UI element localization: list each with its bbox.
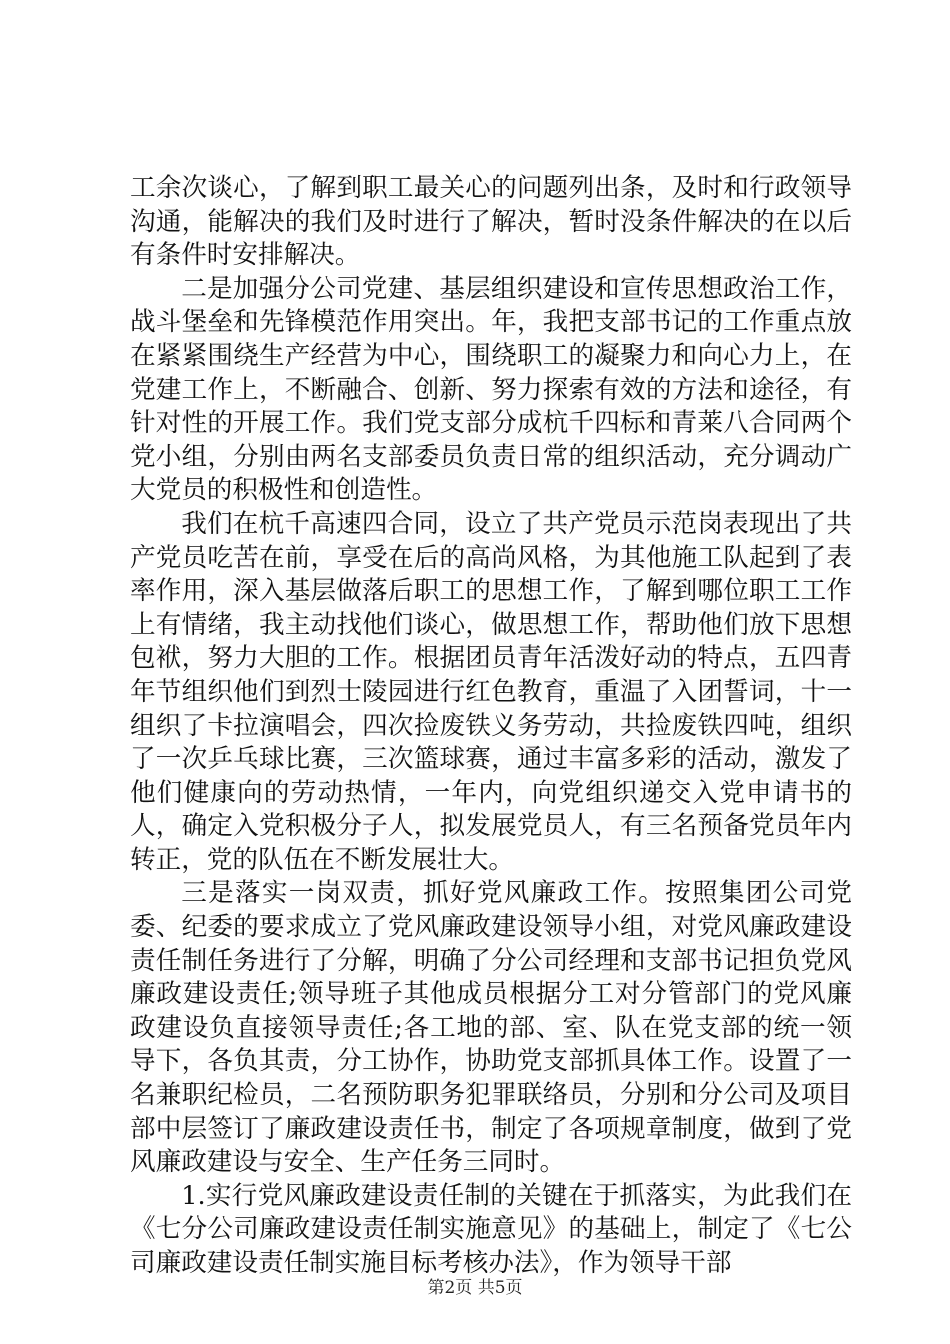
paragraph-4: 三是落实一岗双责，抓好党风廉政工作。按照集团公司党委、纪委的要求成立了党风廉政建设领导小组，对党风廉政建设责任制任务进行了分解，明确了分公司经理和支部书记担负党风廉政建设责任;领导班子其他成员根据分工对分管部门的党风廉政建设负直接领导责任;各工地的部、室、队在党支部的统一领导下，各负其责，分工协作，协助党支部抓具体工作。设置了一名兼职纪检员，二名预防职务犯罪联络员，分别和分公司及项目部中层签订了廉政建设责任书，制定了各项规章制度，做到了党风廉政建设与安全、生产任务三同时。 [130,878,852,1178]
document-body [130,172,852,1281]
paragraph-2: 二是加强分公司党建、基层组织建设和宣传思想政治工作，战斗堡垒和先锋模范作用突出。年，我把支部书记的工作重点放在紧紧围绕生产经营为中心，围绕职工的凝聚力和向心力上，在党建工作上，不断融合、创新、努力探索有效的方法和途径，有针对性的开展工作。我们党支部分成杭千四标和青莱八合同两个党小组，分别由两名支部委员负责日常的组织活动，充分调动广大党员的积极性和创造性。 [130,273,852,506]
paragraph-3: 我们在杭千高速四合同，设立了共产党员示范岗表现出了共产党员吃苦在前，享受在后的高尚风格，为其他施工队起到了表率作用，深入基层做落后职工的思想工作，了解到哪位职工工作上有情绪，我主动找他们谈心，做思想工作，帮助他们放下思想包袱，努力大胆的工作。根据团员青年活泼好动的特点，五四青年节组织他们到烈士陵园进行红色教育，重温了入团誓词，十一组织了卡拉演唱会，四次捡废铁义务劳动，共捡废铁四吨，组织了一次乒乓球比赛，三次篮球赛，通过丰富多彩的活动，激发了他们健康向的劳动热情，一年内，向党组织递交入党申请书的人，确定入党积极分子人，拟发展党员人，有三名预备党员年内转正，党的队伍在不断发展壮大。 [130,508,852,875]
page-footer: 第2页 共5页 [427,1278,523,1298]
paragraph-5: 1.实行党风廉政建设责任制的关键在于抓落实，为此我们在《七分公司廉政建设责任制实施意见》的基础上，制定了《七公司廉政建设责任制实施目标考核办法》，作为领导干部 [130,1180,852,1278]
paragraph-1: 工余次谈心，了解到职工最关心的问题列出条，及时和行政领导沟通，能解决的我们及时进行了解决，暂时没条件解决的在以后有条件时安排解决。 [130,173,852,271]
